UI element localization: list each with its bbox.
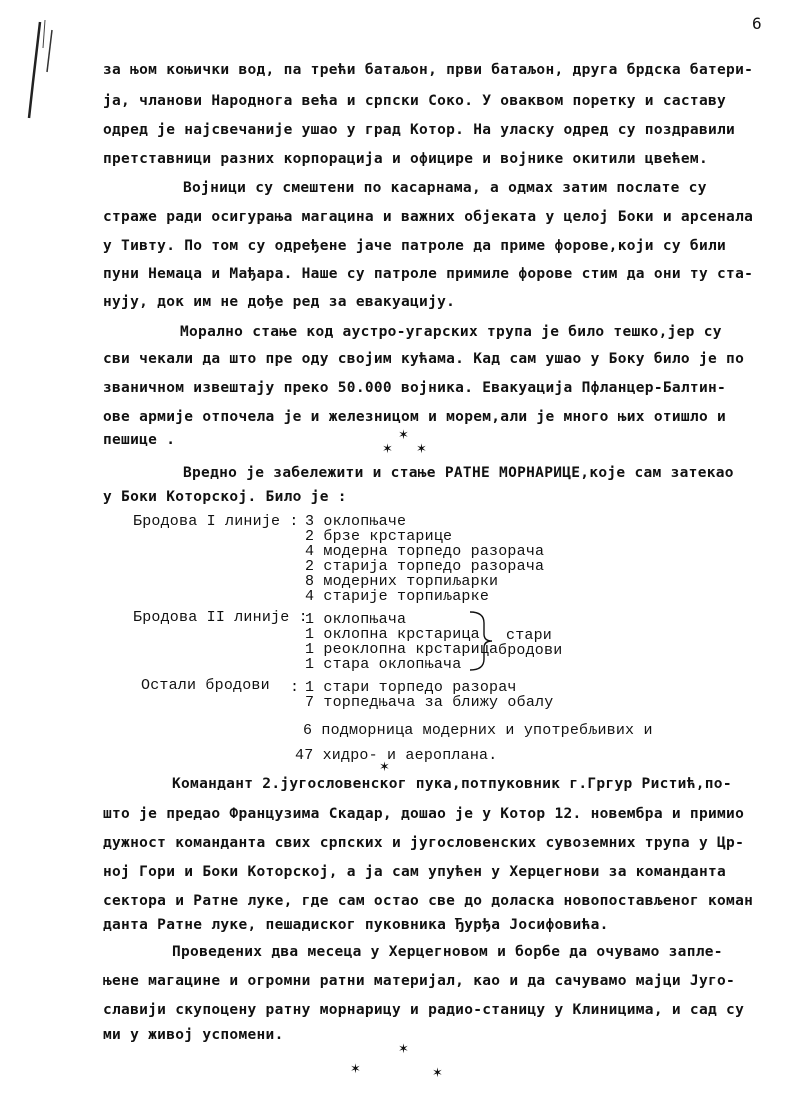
- margin-scratch-marks: [0, 0, 70, 140]
- text-line: Командант 2.југословенског пука,потпуковник г.Гргур Ристић,по-: [172, 776, 732, 792]
- text-line: пуни Немаца и Мађара. Наше су патроле примиле форове стим да они ту ста-: [103, 266, 754, 282]
- asterisk-mark: ✶: [382, 442, 393, 457]
- asterisk-mark: ✶: [398, 1042, 409, 1057]
- text-line: званичном извештају преко 50.000 војника. Евакуација Пфланцер-Балтин-: [103, 380, 727, 396]
- fleet-submarines: 6 подморница модерних и употребљивих и: [303, 722, 653, 739]
- asterisk-mark: ✶: [379, 760, 390, 775]
- text-line: славији скупоцену ратну морнарицу и радио-станицу у Клиницима, и сад су: [103, 1002, 745, 1018]
- text-line: страже ради осигурања магацина и важних објеката у целој Боки и арсенала: [103, 209, 754, 225]
- text-line: претставници разних корпорација и официре и војнике окитили цвећем.: [103, 151, 708, 167]
- text-line: њене магацине и огромни ратни материјал, као и да сачувамо мајци Југо-: [103, 973, 736, 989]
- fleet-item: 1 оклопна крстарица: [305, 626, 480, 643]
- fleet-item: 1 стари торпедо разорач: [305, 679, 517, 696]
- fleet-item: 7 торпедњача за ближу обалу: [305, 694, 554, 711]
- asterisk-mark: ✶: [416, 442, 427, 457]
- text-line: нују, док им не дође ред за евакуацију.: [103, 294, 456, 310]
- fleet-item: 3 оклопњаче: [305, 513, 407, 530]
- text-line: што је предао Французима Скадар, дошао је у Котор 12. новембра и примио: [103, 806, 745, 822]
- asterisk-mark: ✶: [398, 428, 409, 443]
- text-line: ја, чланови Народнога већа и српски Соко. У оваквом поретку и саставу: [103, 93, 727, 109]
- text-line: за њом коњички вод, па трећи батаљон, први батаљон, друга брдска батери-: [103, 62, 754, 78]
- fleet-item: 8 модерних торпиљарки: [305, 573, 499, 590]
- text-line: дужност команданта свих српских и југословенских сувоземних трупа у Цр-: [103, 835, 745, 851]
- fleet-line1-label: Бродова I линије :: [133, 513, 299, 530]
- fleet-item: 4 старије торпиљарке: [305, 588, 490, 605]
- fleet-other-label: Остали бродови: [141, 677, 270, 694]
- text-line: сектора и Ратне луке, где сам остао све до доласка новопостављеног коман: [103, 893, 754, 909]
- fleet-item: 1 оклопњача: [305, 611, 407, 628]
- fleet-note: бродови: [498, 642, 563, 659]
- asterisk-mark: ✶: [432, 1066, 443, 1081]
- text-line: Војници су смештени по касарнама, а одмах затим послате су: [183, 180, 707, 196]
- fleet-item: 2 старија торпедо разорача: [305, 558, 545, 575]
- curly-brace: [466, 609, 496, 673]
- text-line: Проведених два месеца у Херцегновом и борбе да очувамо запле-: [172, 944, 723, 960]
- text-line: у Боки Которској. Било је :: [103, 489, 347, 505]
- fleet-note: стари: [506, 627, 553, 644]
- text-line: данта Ратне луке, пешадиског пуковника Ђурђа Јосифовића.: [103, 917, 609, 933]
- fleet-aircraft: 47 хидро- и аероплана.: [295, 747, 498, 764]
- text-line: одред је најсвечаније ушао у град Котор. На уласку одред су поздравили: [103, 122, 736, 138]
- fleet-item: 4 модерна торпедо разорача: [305, 543, 545, 560]
- text-line: Вредно је забележити и стање РАТНЕ МОРНАРИЦЕ,које сам затекао: [183, 465, 734, 481]
- text-line: пешице .: [103, 432, 176, 448]
- fleet-other-colon: :: [290, 679, 300, 696]
- fleet-line2-label: Бродова II линије :: [133, 609, 308, 626]
- page-number: 6: [752, 14, 762, 33]
- text-line: ми у живој успомени.: [103, 1027, 284, 1043]
- text-line: ној Гори и Боки Которској, а ја сам упућен у Херцегнови за команданта: [103, 864, 727, 880]
- asterisk-mark: ✶: [350, 1062, 361, 1077]
- text-line: сви чекали да што пре оду својим кућама. Кад сам ушао у Боку било је по: [103, 351, 745, 367]
- text-line: у Тивту. По том су одређене јаче патроле да приме форове,који су били: [103, 238, 727, 254]
- text-line: Морално стање код аустро-угарских трупа је било тешко,јер су: [180, 324, 722, 340]
- fleet-item: 1 стара оклопњача: [305, 656, 462, 673]
- text-line: ове армије отпочела је и железницом и морем,али је много њих отишло и: [103, 409, 727, 425]
- fleet-item: 1 реоклопна крстарица: [305, 641, 499, 658]
- fleet-item: 2 брзе крстарице: [305, 528, 453, 545]
